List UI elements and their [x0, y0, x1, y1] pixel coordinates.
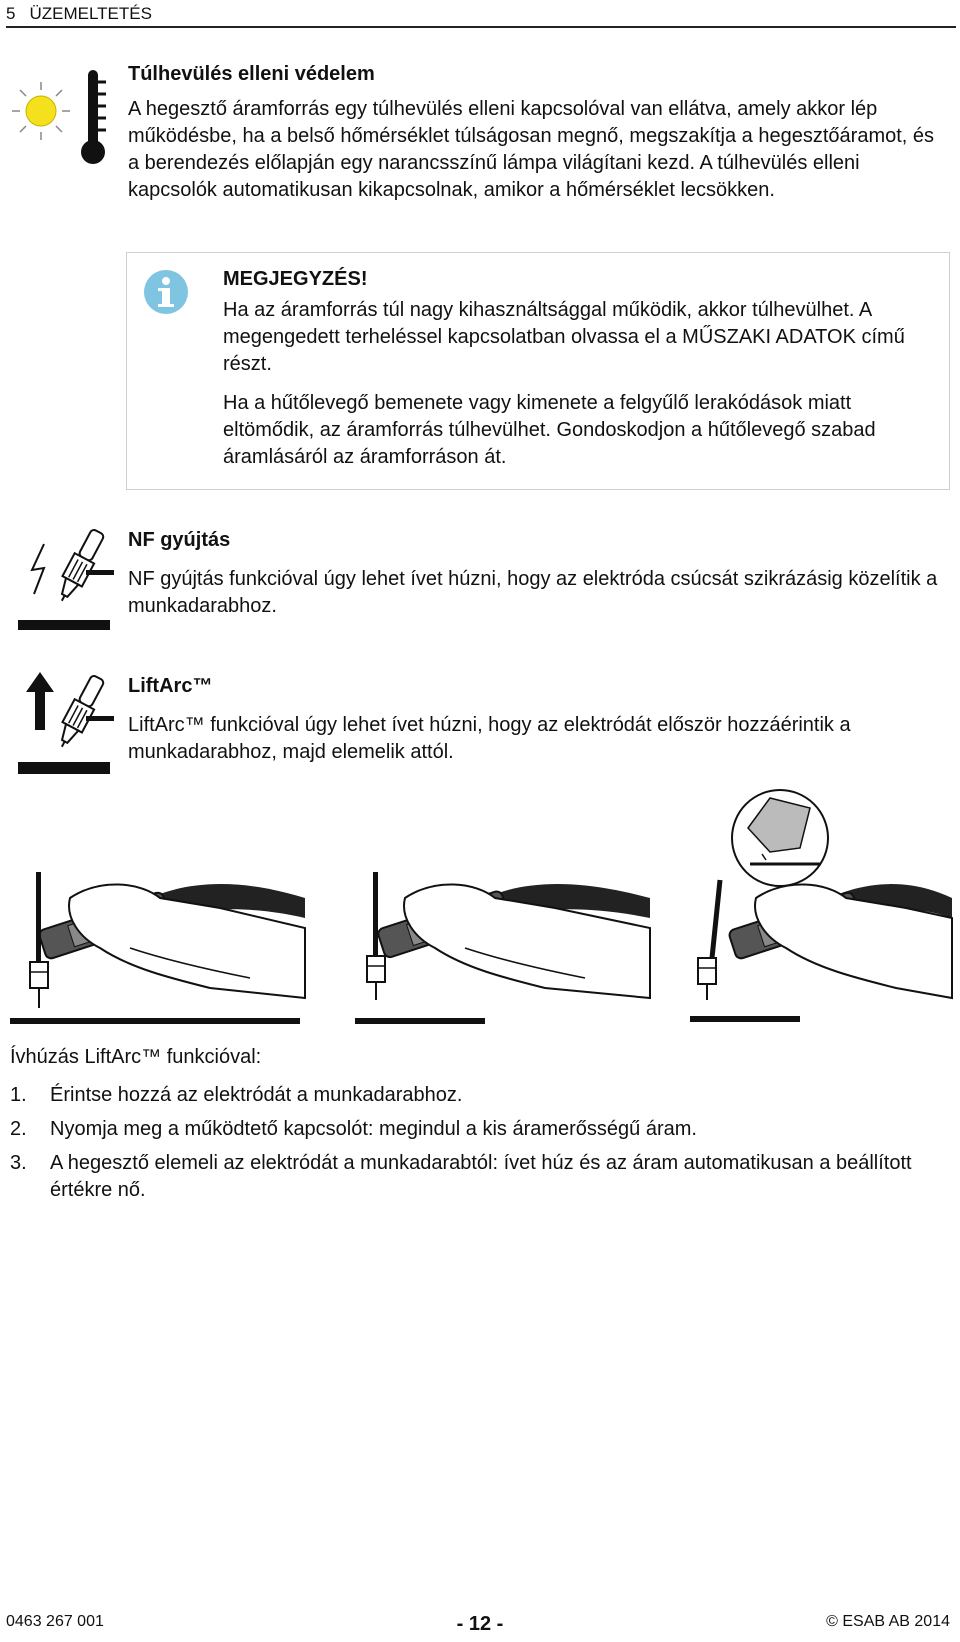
- list-item: 1. Érintse hozzá az elektródát a munkadarabhoz.: [10, 1084, 463, 1106]
- liftarc-paragraph: LiftArc™ funkcióval úgy lehet ívet húzni, hogy az elektródát először hozzáérintik a munkadarabhoz, majd elemelik attól.: [128, 714, 851, 763]
- hf-start-torch-icon: [14, 522, 114, 632]
- footer-doc-number: 0463 267 001: [6, 1613, 104, 1630]
- liftarc-title: LiftArc™: [128, 675, 213, 697]
- note-title: MEGJEGYZÉS!: [223, 268, 368, 290]
- note-content: [223, 267, 923, 483]
- steps-intro: Ívhúzás LiftArc™ funkcióval:: [10, 1046, 262, 1068]
- torch-lift-illustration: [355, 868, 655, 1028]
- overheat-paragraph: A hegesztő áramforrás egy túlhevülés elleni kapcsolóval van ellátva, amely akkor lép működésbe, ha a belső hőmérséklet túlságosan megnő, megszakítja a hegesztőáramot, és a berendezés előlapján egy narancsszínű lámpa világítani kezd. A túlhevülés elleni kapcsolók automatikusan kikapcsolnak, amikor a hőmérséklet lecsökken.: [128, 98, 935, 201]
- section-title: ÜZEMELTETÉS: [29, 4, 152, 23]
- note-paragraph-2: Ha a hűtőlevegő bemenete vagy kimenete a felgyűlő lerakódások miatt eltömődik, az áramforrás túlhevülhet. Gondoskodjon a hűtőlevegő szabad áramlásáról az áramforráson át.: [223, 392, 876, 468]
- liftarc-torch-icon: [14, 668, 114, 778]
- steps-list: [10, 1082, 940, 1211]
- note-paragraph-1: Ha az áramforrás túl nagy kihasználtsággal működik, akkor túlhevülhet. A megengedett terheléssel kapcsolatban olvassa el a MŰSZAKI ADATOK című részt.: [223, 299, 905, 375]
- hf-start-section: [128, 528, 948, 620]
- info-icon: [143, 269, 189, 315]
- torch-touch-illustration: [10, 868, 310, 1028]
- list-item: 2. Nyomja meg a működtető kapcsolót: megindul a kis áramerősségű áram.: [10, 1118, 697, 1140]
- torch-arc-illustration: [690, 788, 955, 1028]
- footer-page-number: - 12 -: [456, 1613, 504, 1635]
- list-item: 3. A hegesztő elemeli az elektródát a munkadarabtól: ívet húz és az áram automatikusan a beállított értékre nő.: [10, 1152, 912, 1201]
- sun-icon: [8, 78, 74, 144]
- thermometer-icon: [78, 68, 110, 168]
- hf-start-paragraph: NF gyújtás funkcióval úgy lehet ívet húzni, hogy az elektróda csúcsát szikrázásig közelítik a munkadarabhoz.: [128, 568, 938, 617]
- page-header: [6, 4, 956, 28]
- liftarc-section: [128, 674, 953, 766]
- footer-copyright: © ESAB AB 2014: [826, 1613, 950, 1630]
- overheat-section: [128, 62, 948, 204]
- note-box: [126, 252, 950, 490]
- overheat-title: Túlhevülés elleni védelem: [128, 63, 375, 85]
- section-number: 5: [6, 4, 16, 23]
- hf-start-title: NF gyújtás: [128, 529, 231, 551]
